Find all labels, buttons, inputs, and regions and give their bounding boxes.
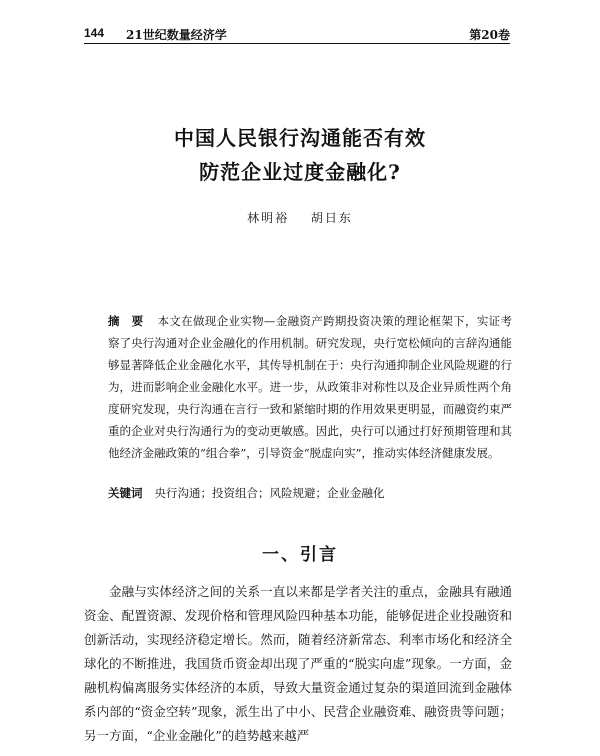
volume-label: 第20卷	[469, 28, 510, 42]
keywords	[108, 482, 512, 504]
body-paragraph: 金融与实体经济之间的关系一直以来都是学者关注的重点，金融具有融通资金、配置资源、发现价格和管理风险四种基本功能，能够促进企业投融资和创新活动，实现经济稳定增长。然而，随着经济新常态、利率市场化和经济全球化的不断推进，我国货币资金却出现了严重的“脱实向虚”现象。一方面，金融机构偏离服务实体经济的本质，导致大量资金通过复杂的渠道回流到金融体系内部的“资金空转”现象，派生出了中小、民营企业融资难、融资贵等问题；另一方面，“企业金融化”的趋势越来越严	[84, 584, 512, 743]
author-list	[0, 209, 600, 226]
header-rule	[84, 43, 510, 44]
abstract-label: 摘 要	[108, 314, 144, 328]
journal-name: 21世纪数量经济学	[126, 28, 227, 42]
keywords-text: 央行沟通；投资组合；风险规避；企业金融化	[154, 486, 385, 500]
author-name: 林明裕	[247, 211, 290, 225]
paper-title-line-1: 中国人民银行沟通能否有效	[174, 126, 426, 150]
author-name: 胡日东	[310, 211, 353, 225]
page-number: 144	[84, 26, 105, 40]
abstract	[108, 310, 512, 464]
abstract-text: 本文在做现企业实物—金融资产跨期投资决策的理论框架下，实证考察了央行沟通对企业金融化的作用机制。研究发现，央行宽松倾向的言辞沟通能够显著降低企业金融化水平，其传导机制在于：央行沟通抑制企业风险规避的行为，进而影响企业金融化水平。进一步，从政策非对称性以及企业异质性两个角度研究发现，央行沟通在言行一致和紧缩时期的作用效果更明显，而融资约束严重的企业对央行沟通行为的变动更敏感。因此，央行可以通过打好预期管理和其他经济金融政策的“组合拳”，引导资金“脱虚向实”，推动实体经济健康发展。	[108, 314, 512, 460]
section-heading: 一、引言	[262, 545, 338, 565]
running-header	[84, 26, 510, 44]
paper-title-line-2: 防范企业过度金融化?	[199, 160, 401, 184]
keywords-label: 关键词	[108, 486, 143, 500]
